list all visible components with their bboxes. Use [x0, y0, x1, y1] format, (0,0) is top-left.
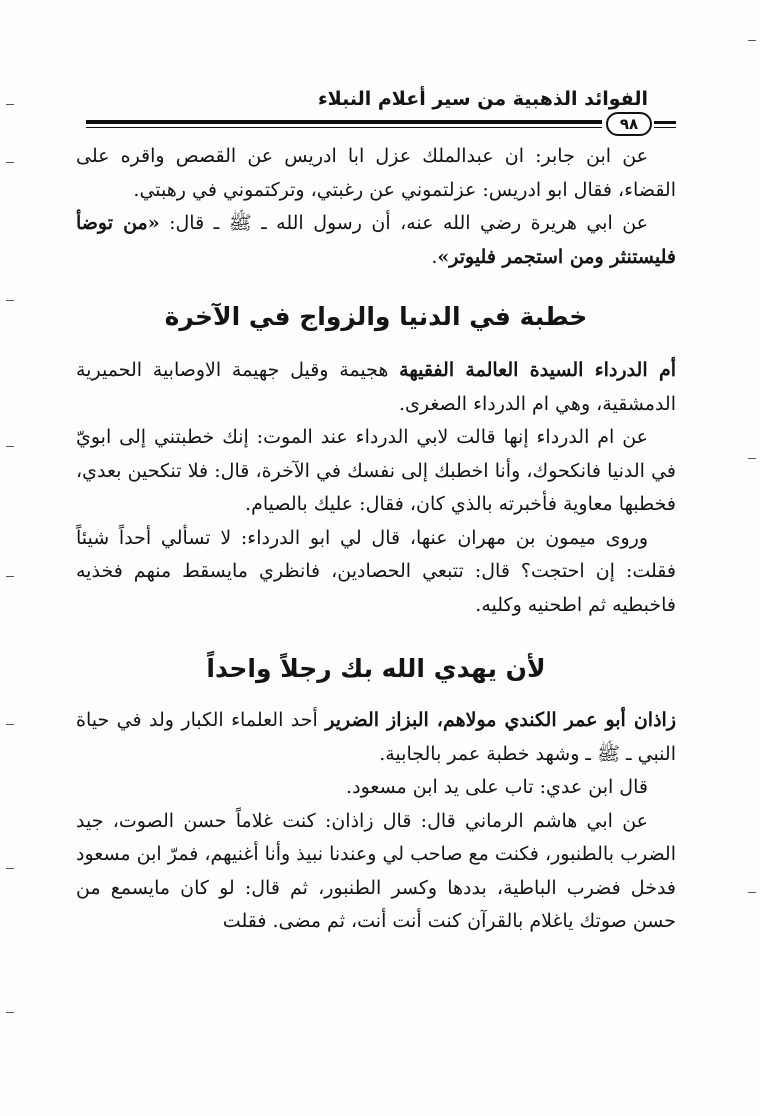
- paragraph: [76, 354, 676, 421]
- margin-mark: [748, 892, 756, 893]
- paragraph: عن ام الدرداء إنها قالت لابي الدرداء عند الموت: إنك خطبتني إلى ابويّ في الدنيا فانكحوك، وأنا اخطبك إلى نفسك في الآخرة، قال: فلا تنكحين بعدي، فخطبها معاوية فأخبرته بالذي كان، فقال: عليك بالصيام.: [76, 426, 676, 515]
- header-rule-dash: [654, 121, 676, 124]
- section-title: لأن يهدي الله بك رجلاً واحداً: [206, 654, 546, 683]
- page-number: ٩٨: [606, 112, 652, 136]
- hadith-quote: «من توضأ فليستنثر ومن استجمر فليوتر»: [76, 212, 676, 268]
- margin-mark: [6, 300, 14, 301]
- paragraph: [76, 704, 676, 771]
- header-rule-dash-thin: [654, 127, 676, 128]
- paragraph-text: عن ابي هريرة رضي الله عنه، أن رسول الله ـ ﷺ ـ قال:: [159, 212, 649, 234]
- margin-mark: [6, 104, 14, 105]
- margin-mark: [748, 40, 756, 41]
- paragraph: عن ابي هاشم الرماني قال: قال زاذان: كنت غلاماً حسن الصوت، جيد الضرب بالطنبور، فكنت مع صاحب لي وعندنا نبيذ وأنا أغنيهم، فمرّ ابن مسعود فدخل فضرب الباطية، بددها وكسر الطنبور، ثم قال: لو كان مايسمع من حسن صوتك ياغلام بالقرآن كنت أنت أنت، ثم مضى. فقلت: [76, 809, 676, 932]
- page-body: [76, 140, 676, 939]
- margin-mark: [748, 458, 756, 459]
- header-rule: [86, 120, 602, 124]
- paragraph: عن ابن جابر: ان عبدالملك عزل ابا ادريس عن القصص واقره على القضاء، فقال ابو ادريس: عزلتموني عن رغبتي، وتركتموني في رهبتي.: [76, 145, 676, 201]
- margin-mark: [6, 724, 14, 725]
- bio-name: أم الدرداء السيدة العالمة الفقيهة: [399, 359, 676, 381]
- bio-name: زاذان أبو عمر الكندي مولاهم، البزاز الضرير: [325, 709, 676, 731]
- paragraph: قال ابن عدي: تاب على يد ابن مسعود.: [346, 776, 648, 798]
- margin-mark: [6, 446, 14, 447]
- paragraph-text: هجيمة وقيل جهيمة الاوصابية الحميرية الدمشقية، وهي ام الدرداء الصغرى.: [76, 359, 676, 415]
- running-header: الفوائد الذهبية من سير أعلام النبلاء: [317, 88, 648, 110]
- header-rule-thin: [86, 127, 602, 128]
- section-title: خطبة في الدنيا والزواج في الآخرة: [164, 302, 588, 331]
- margin-mark: [6, 162, 14, 163]
- margin-mark: [6, 1012, 14, 1013]
- paragraph: [76, 207, 676, 274]
- paragraph-end: .: [431, 245, 438, 268]
- margin-mark: [6, 576, 14, 577]
- paragraph: وروى ميمون بن مهران عنها، قال لي ابو الدرداء: لا تسألي أحداً شيئاً فقلت: إن احتجت؟ قال: تتبعي الحصادين، فانظري مايسقط منهم فخذيه فاخبطيه ثم اطحنيه وكليه.: [76, 526, 676, 616]
- margin-mark: [6, 868, 14, 869]
- paragraph-text: أحد العلماء الكبار ولد في حياة النبي ـ ﷺ ـ وشهد خطبة عمر بالجابية.: [76, 709, 676, 765]
